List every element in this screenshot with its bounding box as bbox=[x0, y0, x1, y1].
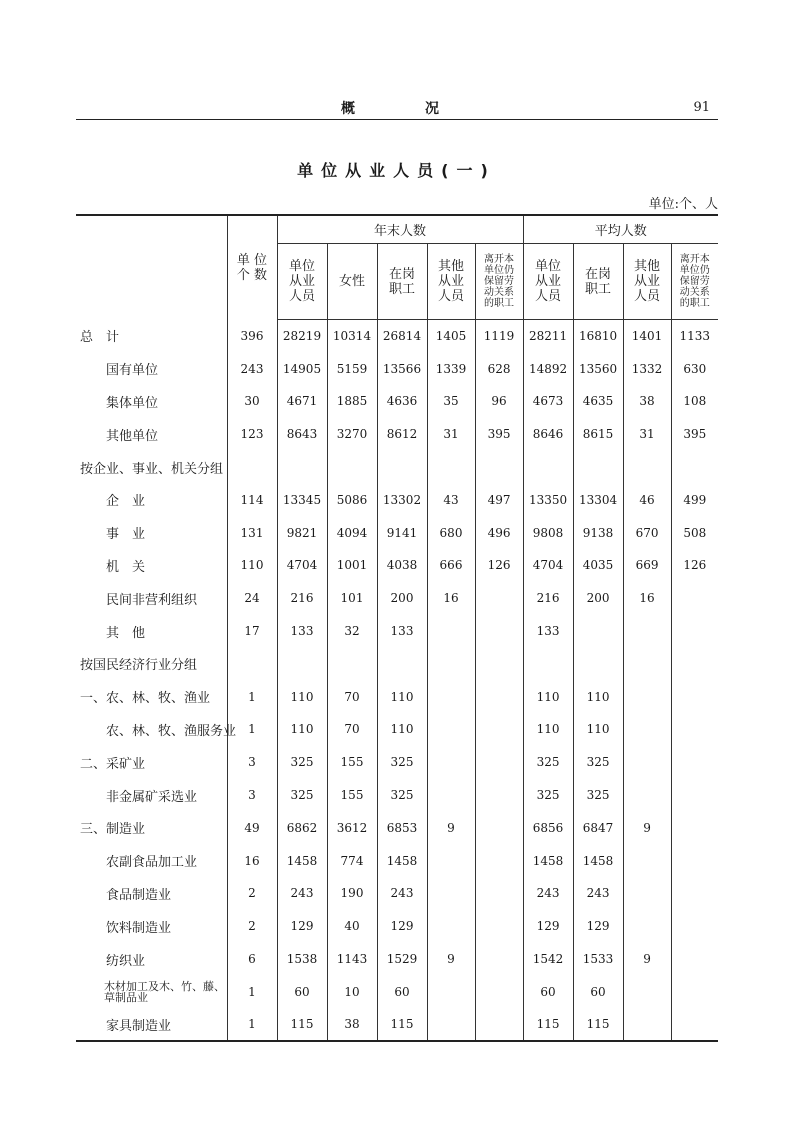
cell-value bbox=[427, 713, 475, 746]
cell-value: 46 bbox=[623, 483, 671, 516]
cell-value bbox=[623, 779, 671, 812]
cell-value: 8612 bbox=[377, 418, 427, 451]
cell-value bbox=[475, 680, 523, 713]
table-title: 单位从业人员(一) bbox=[297, 161, 496, 180]
cell-value: 4038 bbox=[377, 549, 427, 582]
cell-value: 115 bbox=[523, 1008, 573, 1041]
cell-value bbox=[671, 844, 718, 877]
cell-value bbox=[671, 647, 718, 680]
cell-value: 110 bbox=[523, 680, 573, 713]
cell-value bbox=[671, 582, 718, 615]
cell-value: 1458 bbox=[377, 844, 427, 877]
cell-value: 1458 bbox=[523, 844, 573, 877]
cell-value: 60 bbox=[277, 975, 327, 1008]
cell-value bbox=[623, 680, 671, 713]
average-other-header: 其他 从业 人员 bbox=[623, 244, 671, 320]
cell-value bbox=[573, 647, 623, 680]
cell-value: 129 bbox=[523, 910, 573, 943]
table-row bbox=[76, 746, 718, 779]
table-row bbox=[76, 713, 718, 746]
cell-value bbox=[427, 1008, 475, 1041]
cell-value: 129 bbox=[573, 910, 623, 943]
cell-value: 43 bbox=[427, 483, 475, 516]
cell-value: 10 bbox=[327, 975, 377, 1008]
year-end-employees-header: 单位 从业 人员 bbox=[277, 244, 327, 320]
cell-value bbox=[427, 877, 475, 910]
cell-value: 9808 bbox=[523, 516, 573, 549]
year-end-staff-header: 在岗 职工 bbox=[377, 244, 427, 320]
cell-value bbox=[377, 647, 427, 680]
cell-value bbox=[671, 1008, 718, 1041]
cell-value: 49 bbox=[227, 811, 277, 844]
cell-value bbox=[475, 615, 523, 648]
cell-value: 13566 bbox=[377, 352, 427, 385]
cell-value: 243 bbox=[277, 877, 327, 910]
cell-value bbox=[623, 1008, 671, 1041]
cell-value: 670 bbox=[623, 516, 671, 549]
cell-value: 1533 bbox=[573, 943, 623, 976]
cell-value: 1 bbox=[227, 975, 277, 1008]
cell-value: 32 bbox=[327, 615, 377, 648]
row-label: 民间非营利组织 bbox=[106, 592, 198, 608]
cell-value: 325 bbox=[377, 746, 427, 779]
cell-value: 14892 bbox=[523, 352, 573, 385]
cell-value bbox=[671, 680, 718, 713]
cell-value bbox=[427, 615, 475, 648]
cell-value: 243 bbox=[377, 877, 427, 910]
cell-value bbox=[427, 647, 475, 680]
cell-value: 9 bbox=[623, 943, 671, 976]
cell-value bbox=[573, 615, 623, 648]
row-label: 农、林、牧、渔服务业 bbox=[106, 723, 237, 739]
cell-value: 325 bbox=[523, 779, 573, 812]
cell-value: 1 bbox=[227, 713, 277, 746]
cell-value bbox=[623, 877, 671, 910]
cell-value: 126 bbox=[671, 549, 718, 582]
cell-value: 6 bbox=[227, 943, 277, 976]
cell-value: 16 bbox=[427, 582, 475, 615]
cell-value: 1542 bbox=[523, 943, 573, 976]
cell-value: 13302 bbox=[377, 483, 427, 516]
employment-table bbox=[76, 214, 718, 1042]
cell-value: 243 bbox=[227, 352, 277, 385]
cell-value: 110 bbox=[377, 713, 427, 746]
cell-value bbox=[671, 615, 718, 648]
table-row bbox=[76, 1008, 718, 1041]
cell-value: 1143 bbox=[327, 943, 377, 976]
cell-value bbox=[377, 451, 427, 484]
table-row bbox=[76, 877, 718, 910]
cell-value: 628 bbox=[475, 352, 523, 385]
cell-value: 126 bbox=[475, 549, 523, 582]
cell-value: 110 bbox=[523, 713, 573, 746]
cell-value bbox=[227, 647, 277, 680]
cell-value: 70 bbox=[327, 713, 377, 746]
cell-value bbox=[427, 779, 475, 812]
cell-value: 16810 bbox=[573, 320, 623, 353]
cell-value: 60 bbox=[377, 975, 427, 1008]
table-row bbox=[76, 844, 718, 877]
cell-value bbox=[671, 713, 718, 746]
cell-value: 70 bbox=[327, 680, 377, 713]
cell-value: 115 bbox=[573, 1008, 623, 1041]
row-label: 非金属矿采选业 bbox=[106, 789, 198, 805]
cell-value: 110 bbox=[227, 549, 277, 582]
row-label: 企 业 bbox=[106, 494, 146, 510]
cell-value: 1332 bbox=[623, 352, 671, 385]
table-row bbox=[76, 483, 718, 516]
cell-value: 28219 bbox=[277, 320, 327, 353]
cell-value: 243 bbox=[573, 877, 623, 910]
cell-value: 3270 bbox=[327, 418, 377, 451]
cell-value bbox=[475, 713, 523, 746]
cell-value bbox=[623, 910, 671, 943]
cell-value: 200 bbox=[377, 582, 427, 615]
cell-value: 96 bbox=[475, 385, 523, 418]
table-row bbox=[76, 615, 718, 648]
cell-value bbox=[475, 844, 523, 877]
average-group-label: 平均人数 bbox=[594, 224, 647, 239]
cell-value: 190 bbox=[327, 877, 377, 910]
cell-value: 396 bbox=[227, 320, 277, 353]
cell-value: 1401 bbox=[623, 320, 671, 353]
cell-value: 243 bbox=[523, 877, 573, 910]
cell-value: 110 bbox=[573, 680, 623, 713]
row-label: 按企业、事业、机关分组 bbox=[80, 461, 224, 477]
cell-value: 30 bbox=[227, 385, 277, 418]
cell-value bbox=[671, 451, 718, 484]
table-row bbox=[76, 352, 718, 385]
cell-value bbox=[277, 647, 327, 680]
cell-value: 114 bbox=[227, 483, 277, 516]
cell-value bbox=[671, 811, 718, 844]
cell-value bbox=[623, 451, 671, 484]
unit-label: 单位:个、人 bbox=[648, 197, 718, 212]
row-label: 按国民经济行业分组 bbox=[80, 658, 198, 674]
cell-value: 16 bbox=[623, 582, 671, 615]
row-label: 农副食品加工业 bbox=[106, 855, 198, 871]
cell-value: 680 bbox=[427, 516, 475, 549]
cell-value: 325 bbox=[277, 779, 327, 812]
cell-value: 3 bbox=[227, 746, 277, 779]
cell-value bbox=[475, 877, 523, 910]
cell-value bbox=[475, 811, 523, 844]
cell-value: 108 bbox=[671, 385, 718, 418]
cell-value: 4704 bbox=[277, 549, 327, 582]
cell-value: 216 bbox=[277, 582, 327, 615]
cell-value: 5159 bbox=[327, 352, 377, 385]
cell-value: 395 bbox=[671, 418, 718, 451]
cell-value: 666 bbox=[427, 549, 475, 582]
table-row bbox=[76, 910, 718, 943]
cell-value bbox=[475, 910, 523, 943]
year-end-female-header: 女性 bbox=[327, 244, 377, 320]
cell-value: 1 bbox=[227, 1008, 277, 1041]
cell-value: 4704 bbox=[523, 549, 573, 582]
cell-value: 123 bbox=[227, 418, 277, 451]
cell-value: 1885 bbox=[327, 385, 377, 418]
cell-value bbox=[327, 451, 377, 484]
cell-value: 31 bbox=[623, 418, 671, 451]
table-body bbox=[76, 320, 718, 1042]
cell-value: 38 bbox=[623, 385, 671, 418]
cell-value bbox=[277, 451, 327, 484]
cell-value bbox=[475, 647, 523, 680]
cell-value: 200 bbox=[573, 582, 623, 615]
cell-value bbox=[623, 615, 671, 648]
cell-value: 669 bbox=[623, 549, 671, 582]
row-label: 三、制造业 bbox=[80, 822, 146, 838]
cell-value: 325 bbox=[277, 746, 327, 779]
average-retained-header: 离开本 单位仍 保留劳 动关系 的职工 bbox=[671, 244, 718, 320]
table-row bbox=[76, 647, 718, 680]
cell-value bbox=[427, 746, 475, 779]
cell-value bbox=[623, 746, 671, 779]
cell-value: 496 bbox=[475, 516, 523, 549]
year-end-group-label: 年末人数 bbox=[374, 224, 427, 239]
cell-value: 28211 bbox=[523, 320, 573, 353]
cell-value bbox=[427, 975, 475, 1008]
cell-value: 630 bbox=[671, 352, 718, 385]
cell-value: 4673 bbox=[523, 385, 573, 418]
cell-value: 24 bbox=[227, 582, 277, 615]
cell-value: 110 bbox=[573, 713, 623, 746]
page-number: 91 bbox=[693, 100, 710, 115]
row-label: 饮料制造业 bbox=[106, 920, 172, 936]
cell-value: 1405 bbox=[427, 320, 475, 353]
table-row bbox=[76, 451, 718, 484]
cell-value: 1529 bbox=[377, 943, 427, 976]
cell-value: 40 bbox=[327, 910, 377, 943]
cell-value: 8646 bbox=[523, 418, 573, 451]
cell-value: 9 bbox=[623, 811, 671, 844]
average-staff-header: 在岗 职工 bbox=[573, 244, 623, 320]
cell-value: 6847 bbox=[573, 811, 623, 844]
row-label: 二、采矿业 bbox=[80, 756, 146, 772]
cell-value: 26814 bbox=[377, 320, 427, 353]
cell-value bbox=[523, 451, 573, 484]
cell-value bbox=[475, 746, 523, 779]
cell-value: 60 bbox=[573, 975, 623, 1008]
row-label: 纺织业 bbox=[106, 953, 146, 969]
header-rule bbox=[76, 119, 718, 120]
cell-value: 1538 bbox=[277, 943, 327, 976]
table-row bbox=[76, 943, 718, 976]
row-label: 木材加工及木、竹、藤、草制品业 bbox=[104, 979, 225, 1004]
cell-value: 133 bbox=[277, 615, 327, 648]
cell-value: 1339 bbox=[427, 352, 475, 385]
table-row bbox=[76, 582, 718, 615]
row-label: 一、农、林、牧、渔业 bbox=[80, 691, 211, 707]
section-title: 概 况 bbox=[341, 101, 453, 117]
cell-value: 497 bbox=[475, 483, 523, 516]
cell-value: 9141 bbox=[377, 516, 427, 549]
cell-value bbox=[475, 582, 523, 615]
cell-value bbox=[427, 451, 475, 484]
stub-header bbox=[76, 215, 227, 320]
table-row bbox=[76, 549, 718, 582]
unit-count-header: 单 位 个 数 bbox=[227, 215, 277, 320]
cell-value: 1133 bbox=[671, 320, 718, 353]
average-group-header bbox=[523, 215, 718, 244]
cell-value bbox=[327, 647, 377, 680]
row-label: 集体单位 bbox=[106, 395, 159, 411]
cell-value: 133 bbox=[377, 615, 427, 648]
cell-value bbox=[523, 647, 573, 680]
cell-value: 5086 bbox=[327, 483, 377, 516]
cell-value bbox=[623, 975, 671, 1008]
cell-value: 4636 bbox=[377, 385, 427, 418]
table-row bbox=[76, 811, 718, 844]
cell-value: 9 bbox=[427, 943, 475, 976]
row-label: 其 他 bbox=[106, 625, 146, 641]
cell-value bbox=[475, 975, 523, 1008]
cell-value: 216 bbox=[523, 582, 573, 615]
cell-value: 115 bbox=[277, 1008, 327, 1041]
cell-value: 101 bbox=[327, 582, 377, 615]
cell-value: 1119 bbox=[475, 320, 523, 353]
cell-value: 325 bbox=[377, 779, 427, 812]
cell-value bbox=[427, 680, 475, 713]
table-row bbox=[76, 779, 718, 812]
cell-value: 8643 bbox=[277, 418, 327, 451]
table-row bbox=[76, 516, 718, 549]
year-end-other-header: 其他 从业 人员 bbox=[427, 244, 475, 320]
cell-value: 2 bbox=[227, 910, 277, 943]
cell-value: 774 bbox=[327, 844, 377, 877]
cell-value bbox=[227, 451, 277, 484]
cell-value: 155 bbox=[327, 746, 377, 779]
cell-value: 4671 bbox=[277, 385, 327, 418]
cell-value bbox=[475, 1008, 523, 1041]
running-header bbox=[76, 96, 718, 118]
cell-value: 38 bbox=[327, 1008, 377, 1041]
cell-value: 508 bbox=[671, 516, 718, 549]
cell-value: 2 bbox=[227, 877, 277, 910]
cell-value bbox=[671, 975, 718, 1008]
year-end-retained-header: 离开本 单位仍 保留劳 动关系 的职工 bbox=[475, 244, 523, 320]
cell-value: 325 bbox=[523, 746, 573, 779]
cell-value bbox=[671, 943, 718, 976]
cell-value: 13350 bbox=[523, 483, 573, 516]
cell-value: 31 bbox=[427, 418, 475, 451]
cell-value bbox=[475, 451, 523, 484]
cell-value: 129 bbox=[277, 910, 327, 943]
cell-value bbox=[475, 943, 523, 976]
row-label: 家具制造业 bbox=[76, 1008, 227, 1041]
table-row bbox=[76, 975, 718, 1008]
cell-value: 395 bbox=[475, 418, 523, 451]
cell-value: 4094 bbox=[327, 516, 377, 549]
cell-value: 9821 bbox=[277, 516, 327, 549]
cell-value: 1458 bbox=[277, 844, 327, 877]
row-label: 食品制造业 bbox=[106, 887, 172, 903]
cell-value: 4635 bbox=[573, 385, 623, 418]
row-label: 机 关 bbox=[106, 559, 146, 575]
cell-value bbox=[623, 713, 671, 746]
cell-value: 110 bbox=[277, 680, 327, 713]
cell-value: 131 bbox=[227, 516, 277, 549]
cell-value: 17 bbox=[227, 615, 277, 648]
cell-value: 6862 bbox=[277, 811, 327, 844]
cell-value bbox=[427, 910, 475, 943]
table-row bbox=[76, 680, 718, 713]
cell-value: 10314 bbox=[327, 320, 377, 353]
cell-value: 1458 bbox=[573, 844, 623, 877]
cell-value: 325 bbox=[573, 779, 623, 812]
table-row bbox=[76, 418, 718, 451]
cell-value bbox=[573, 451, 623, 484]
cell-value: 6856 bbox=[523, 811, 573, 844]
cell-value: 4035 bbox=[573, 549, 623, 582]
cell-value: 35 bbox=[427, 385, 475, 418]
cell-value: 60 bbox=[523, 975, 573, 1008]
cell-value: 13304 bbox=[573, 483, 623, 516]
average-employees-header: 单位 从业 人员 bbox=[523, 244, 573, 320]
row-label: 事 业 bbox=[106, 527, 146, 543]
cell-value bbox=[671, 910, 718, 943]
cell-value: 13560 bbox=[573, 352, 623, 385]
year-end-group-header bbox=[277, 215, 523, 244]
row-label: 国有单位 bbox=[106, 363, 159, 379]
cell-value: 499 bbox=[671, 483, 718, 516]
cell-value: 1001 bbox=[327, 549, 377, 582]
row-label: 其他单位 bbox=[106, 428, 159, 444]
cell-value: 13345 bbox=[277, 483, 327, 516]
cell-value: 325 bbox=[573, 746, 623, 779]
cell-value: 14905 bbox=[277, 352, 327, 385]
cell-value bbox=[623, 844, 671, 877]
cell-value bbox=[475, 779, 523, 812]
cell-value bbox=[427, 844, 475, 877]
cell-value: 110 bbox=[377, 680, 427, 713]
cell-value: 9138 bbox=[573, 516, 623, 549]
cell-value: 110 bbox=[277, 713, 327, 746]
cell-value: 8615 bbox=[573, 418, 623, 451]
cell-value bbox=[671, 746, 718, 779]
cell-value: 129 bbox=[377, 910, 427, 943]
cell-value: 9 bbox=[427, 811, 475, 844]
cell-value: 115 bbox=[377, 1008, 427, 1041]
cell-value: 155 bbox=[327, 779, 377, 812]
cell-value bbox=[671, 779, 718, 812]
cell-value: 16 bbox=[227, 844, 277, 877]
cell-value: 1 bbox=[227, 680, 277, 713]
cell-value: 6853 bbox=[377, 811, 427, 844]
cell-value: 3612 bbox=[327, 811, 377, 844]
table-row bbox=[76, 385, 718, 418]
row-label: 总 计 bbox=[80, 330, 120, 346]
table-row bbox=[76, 320, 718, 353]
cell-value: 133 bbox=[523, 615, 573, 648]
cell-value bbox=[671, 877, 718, 910]
cell-value bbox=[623, 647, 671, 680]
cell-value: 3 bbox=[227, 779, 277, 812]
